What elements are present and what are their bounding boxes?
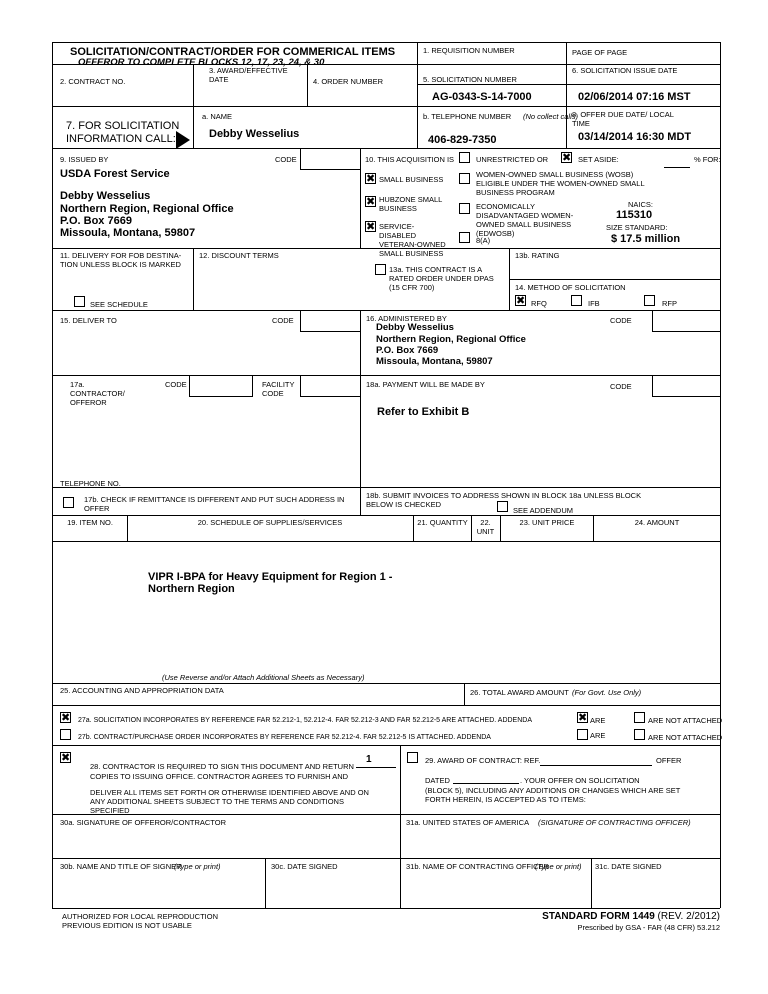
solicitation-number: AG-0343-S-14-7000 (432, 91, 532, 103)
block-9-label: 9. ISSUED BY (60, 155, 109, 164)
page-label: PAGE OF PAGE (572, 48, 628, 57)
block-13b-label: 13b. RATING (515, 251, 560, 260)
block-27b-are-not-checkbox[interactable] (634, 729, 645, 740)
schedule-item-line-1: VIPR I-BPA for Heavy Equipment for Region 1 - (148, 571, 393, 583)
payment-refer-text: Refer to Exhibit B (377, 406, 470, 418)
offer-due-date: 03/14/2014 16:30 MDT (578, 131, 692, 143)
administered-by-address-2: Northern Region, Regional Office (376, 334, 526, 345)
block-17b-label: 17b. CHECK IF REMITTANCE IS DIFFERENT AND PUT SUCH ADDRESS IN OFFER (84, 495, 345, 513)
set-aside-label: SET ASIDE: (578, 155, 619, 164)
wosb-label: WOMEN-OWNED SMALL BUSINESS (WOSB) ELIGIBLE UNDER THE WOMEN-OWNED SMALL BUSINESS PROGRAM (476, 170, 645, 197)
form-title: SOLICITATION/CONTRACT/ORDER FOR COMMERICAL ITEMS (70, 46, 396, 58)
block-2-label: 2. CONTRACT NO. (60, 77, 126, 86)
rated-order-checkbox[interactable] (375, 264, 386, 275)
rfp-checkbox[interactable] (644, 295, 655, 306)
block-18b-label: 18b. SUBMIT INVOICES TO ADDRESS SHOWN IN BLOCK 18a UNLESS BLOCK BELOW IS CHECKED (366, 491, 642, 509)
block-31a-note: (SIGNATURE OF CONTRACTING OFFICER) (538, 818, 691, 827)
block-27a-are-not-label: ARE NOT ATTACHED (648, 716, 723, 725)
block-27a-are-not-checkbox[interactable] (634, 712, 645, 723)
block-29-label: 29. AWARD OF CONTRACT: REF. (425, 756, 541, 765)
hubzone-checkbox[interactable]: ✖ (366, 196, 376, 208)
issued-by-name: USDA Forest Service (60, 168, 170, 180)
rfq-label: RFQ (531, 299, 547, 308)
block-30b-label: 30b. NAME AND TITLE OF SIGNER (60, 862, 182, 871)
column-schedule: 20. SCHEDULE OF SUPPLIES/SERVICES (197, 518, 343, 527)
size-standard-value: $ 17.5 million (611, 233, 681, 245)
block-30c-label: 30c. DATE SIGNED (271, 862, 338, 871)
column-amount: 24. AMOUNT (634, 518, 680, 527)
edwosb-checkbox[interactable] (459, 203, 470, 214)
block-18a-label: 18a. PAYMENT WILL BE MADE BY (366, 380, 485, 389)
administered-by-address-3: P.O. Box 7669 (376, 345, 439, 356)
form-subtitle: OFFEROR TO COMPLETE BLOCKS 12, 17, 23, 24, & 30 (78, 57, 325, 68)
column-unit: 22. UNIT (476, 518, 495, 536)
block-7b-note: (No collect calls) (523, 112, 579, 121)
block-8-label: 8. OFFER DUE DATE/ LOCAL TIME (572, 110, 674, 128)
edwosb-label: ECONOMICALLY DISADVANTAGED WOMEN-OWNED SMALL BUSINESS (EDWOSB) (476, 202, 574, 238)
eight-a-checkbox[interactable] (459, 232, 470, 243)
block-17a-code-label: CODE (165, 380, 187, 389)
block-18a-code-label: CODE (610, 382, 632, 391)
block-29-checkbox[interactable] (407, 752, 418, 763)
block-29-text-1: . YOUR OFFER ON SOLICITATION (520, 776, 640, 785)
block-6-label: 6. SOLICITATION ISSUE DATE (572, 66, 678, 75)
block-11-label: 11. DELIVERY FOR FOB DESTINA- TION UNLESS BLOCK IS MARKED (60, 251, 182, 269)
block-28-checkbox[interactable]: ✖ (61, 752, 71, 764)
footer-form-id (542, 911, 720, 922)
block-27a-are-checkbox[interactable]: ✖ (578, 712, 588, 724)
form-revision: (REV. 2/2012) (657, 911, 720, 922)
sdvosb-checkbox[interactable]: ✖ (366, 221, 376, 233)
issued-by-address-4: Missoula, Montana, 59807 (60, 227, 196, 239)
block-27a-label: 27a. SOLICITATION INCORPORATES BY REFERENCE FAR 52.212-1, 52.212-4. FAR 52.212-3 AND FAR 52.212-5 ARE ATTACHED. ADDENDA (78, 717, 532, 724)
issued-by-address-1: Debby Wesselius (60, 190, 151, 202)
set-aside-checkbox[interactable]: ✖ (562, 152, 572, 164)
block-27a-checkbox[interactable]: ✖ (61, 712, 71, 724)
block-29-text-2: (BLOCK 5), INCLUDING ANY ADDITIONS OR CHANGES WHICH ARE SET FORTH HEREIN, IS ACCEPTED AS TO ITEMS: (425, 786, 681, 804)
block-28-label-3: DELIVER ALL ITEMS SET FORTH OR OTHERWISE IDENTIFIED ABOVE AND ON ANY ADDITIONAL SHEETS SUBJECT TO THE TERMS AND CONDITIONS SPECIFIED (90, 788, 369, 815)
block-9-code-label: CODE (275, 155, 297, 164)
unrestricted-label: UNRESTRICTED OR (476, 155, 549, 164)
block-28-label-2: COPIES TO ISSUING OFFICE. CONTRACTOR AGREES TO FURNISH AND (90, 772, 349, 781)
see-addendum-label: SEE ADDENDUM (513, 506, 574, 515)
issued-by-address-3: P.O. Box 7669 (60, 215, 132, 227)
sdvosb-label: SERVICE-DISABLED VETERAN-OWNED SMALL BUSINESS (379, 222, 446, 258)
administered-by-address-1: Debby Wesselius (376, 322, 454, 333)
block-18a-code-box[interactable] (652, 375, 721, 397)
block-15-label: 15. DELIVER TO (60, 316, 117, 325)
solicitation-issue-date: 02/06/2014 07:16 MST (578, 91, 691, 103)
hubzone-label: HUBZONE SMALL BUSINESS (379, 195, 443, 213)
size-standard-label: SIZE STANDARD: (606, 223, 668, 232)
block-16-code-box[interactable] (652, 310, 721, 332)
telephone-label: TELEPHONE NO. (60, 479, 121, 488)
ifb-label: IFB (588, 299, 600, 308)
block-26-note: (For Govt. Use Only) (572, 688, 642, 697)
block-27b-are-not-label: ARE NOT ATTACHED (648, 733, 723, 742)
block-25-label: 25. ACCOUNTING AND APPROPRIATION DATA (60, 686, 224, 695)
block-7b-label: b. TELEPHONE NUMBER (423, 112, 512, 121)
small-business-label: SMALL BUSINESS (379, 175, 444, 184)
footer-reproduction: AUTHORIZED FOR LOCAL REPRODUCTION (62, 912, 218, 921)
block-9-code-box[interactable] (300, 148, 361, 170)
see-schedule-checkbox[interactable] (74, 296, 85, 307)
block-7-label: 7. FOR SOLICITATION INFORMATION CALL: (66, 120, 180, 145)
block-17a-label: 17a. CONTRACTOR/ OFFEROR (70, 380, 125, 407)
block-31b-label: 31b. NAME OF CONTRACTING OFFICER (406, 862, 549, 871)
block-1-label: 1. REQUISITION NUMBER (423, 46, 515, 55)
arrow-right-icon (176, 131, 190, 149)
administered-by-address-4: Missoula, Montana, 59807 (376, 356, 493, 367)
block-27b-label: 27b. CONTRACT/PURCHASE ORDER INCORPORATES BY REFERENCE FAR 52.212-4. FAR 52.212-5 IS ATTACHED. ADDENDA (78, 734, 491, 741)
contact-name: Debby Wesselius (209, 128, 300, 140)
block-30a-label: 30a. SIGNATURE OF OFFEROR/CONTRACTOR (60, 818, 226, 827)
block-15-code-box[interactable] (300, 310, 361, 332)
block-28-copies: 1 (366, 754, 372, 765)
schedule-item-line-2: Northern Region (148, 583, 235, 595)
facility-code-label: FACILITY CODE (262, 380, 295, 398)
issued-by-address-2: Northern Region, Regional Office (60, 203, 234, 215)
block-3-label: 3. AWARD/EFFECTIVE DATE (209, 66, 288, 84)
see-addendum-checkbox[interactable] (497, 501, 508, 512)
rfp-label: RFP (662, 299, 677, 308)
rfq-checkbox[interactable]: ✖ (516, 295, 526, 307)
ifb-checkbox[interactable] (571, 295, 582, 306)
block-27a-are-label: ARE (590, 716, 606, 725)
percent-for-label: % FOR: (694, 155, 721, 164)
form-name: STANDARD FORM 1449 (542, 911, 655, 922)
block-13a-label: 13a. THIS CONTRACT IS A RATED ORDER UNDER DPAS (15 CFR 700) (389, 265, 494, 292)
block-10-label: 10. THIS ACQUISITION IS (365, 155, 455, 164)
naics-value: 115310 (616, 209, 653, 221)
block-15-code-label: CODE (272, 316, 294, 325)
block-4-label: 4. ORDER NUMBER (313, 77, 384, 86)
column-quantity: 21. QUANTITY (417, 518, 468, 527)
block-26-label: 26. TOTAL AWARD AMOUNT (470, 688, 569, 697)
block-28-label-1: 28. CONTRACTOR IS REQUIRED TO SIGN THIS DOCUMENT AND RETURN (90, 762, 354, 771)
block-29-offer-label: OFFER (656, 756, 682, 765)
contact-phone: 406-829-7350 (428, 134, 497, 146)
block-16-code-label: CODE (610, 316, 632, 325)
block-27b-are-label: ARE (590, 731, 606, 740)
remittance-checkbox[interactable] (63, 497, 74, 508)
block-14-label: 14. METHOD OF SOLICITATION (515, 283, 626, 292)
naics-label: NAICS: (628, 200, 654, 209)
block-12-label: 12. DISCOUNT TERMS (199, 251, 279, 260)
eight-a-label: 8(A) (476, 236, 491, 245)
footer-previous-edition: PREVIOUS EDITION IS NOT USABLE (62, 921, 192, 930)
block-31c-label: 31c. DATE SIGNED (595, 862, 662, 871)
block-31a-label: 31a. UNITED STATES OF AMERICA (406, 818, 530, 827)
reverse-sheets-note: (Use Reverse and/or Attach Additional Sheets as Necessary) (162, 673, 365, 682)
column-unit-price: 23. UNIT PRICE (519, 518, 575, 527)
block-17a-code-box[interactable] (189, 375, 253, 397)
see-schedule-label: SEE SCHEDULE (90, 300, 148, 309)
block-16-label: 16. ADMINISTERED BY (366, 314, 447, 323)
block-5-label: 5. SOLICITATION NUMBER (423, 75, 517, 84)
small-business-checkbox[interactable]: ✖ (366, 173, 376, 185)
block-7a-label: a. NAME (202, 112, 233, 121)
block-27b-are-checkbox[interactable] (577, 729, 588, 740)
column-item-no: 19. ITEM NO. (67, 518, 113, 527)
footer-prescribed: Prescribed by GSA - FAR (48 CFR) 53.212 (577, 923, 720, 932)
block-31b-note: (Type or print) (535, 862, 582, 871)
facility-code-box[interactable] (300, 375, 361, 397)
block-30b-note: (Type or print) (174, 862, 221, 871)
block-29-dated-label: DATED (425, 776, 450, 785)
wosb-checkbox[interactable] (459, 173, 470, 184)
block-27b-checkbox[interactable] (60, 729, 71, 740)
unrestricted-checkbox[interactable] (459, 152, 470, 163)
